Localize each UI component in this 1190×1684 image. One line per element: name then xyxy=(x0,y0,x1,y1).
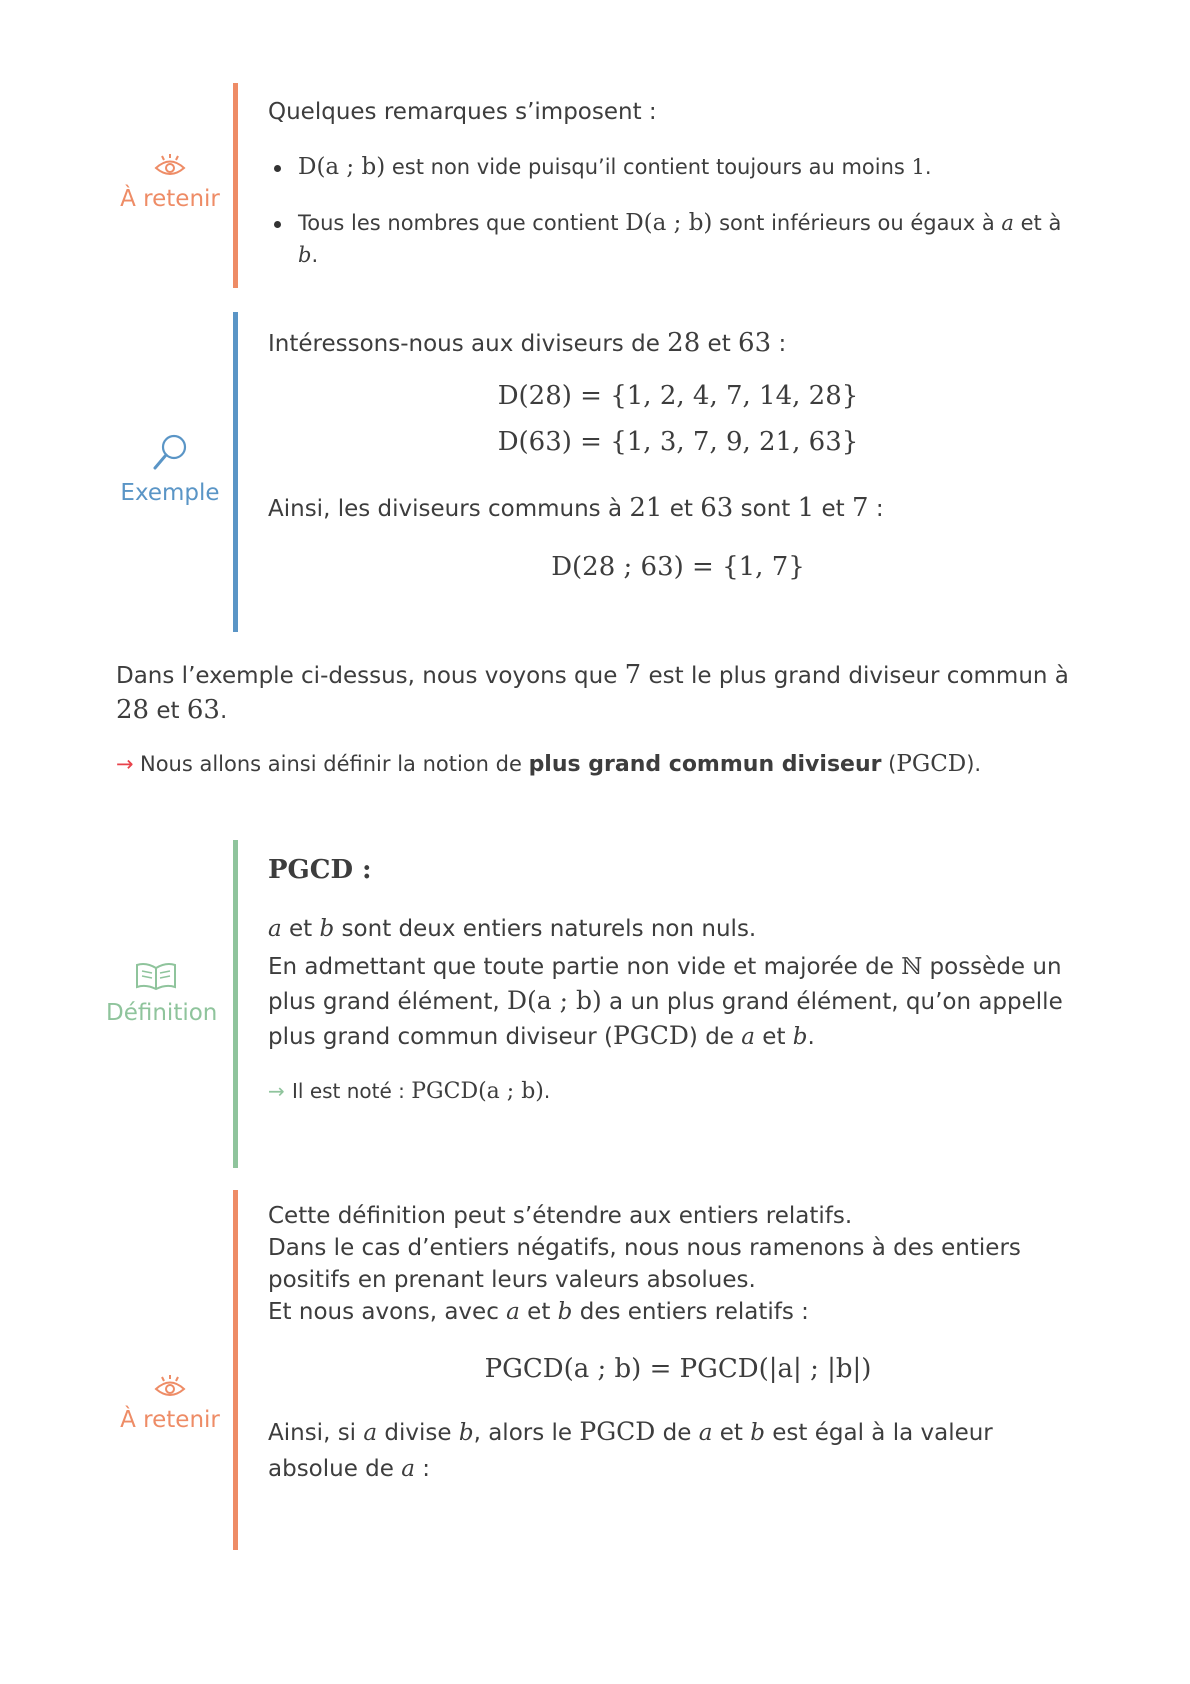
text: Nous allons ainsi définir la notion de xyxy=(140,752,529,776)
text: . xyxy=(219,698,228,724)
math-b: b xyxy=(792,1024,808,1050)
text: Ainsi, les diviseurs communs à xyxy=(268,496,630,522)
exemple-intro xyxy=(268,326,1088,361)
bullet-text: sont inférieurs ou égaux à xyxy=(712,211,1002,235)
text: En admettant que toute partie non vide et majorée de xyxy=(268,954,902,980)
math-b: b xyxy=(458,1420,474,1446)
math-num: 21 xyxy=(629,493,663,523)
text: et xyxy=(712,1420,751,1446)
math-a: a xyxy=(401,1456,415,1482)
text: Et nous avons, avec xyxy=(268,1299,507,1325)
math-a: a xyxy=(1001,211,1014,235)
math-a: a xyxy=(698,1420,713,1446)
math-one: 1 xyxy=(911,155,925,179)
text: possède un plus grand élément, xyxy=(268,954,1062,1015)
bullet-text: Tous les nombres que contient xyxy=(298,211,626,235)
text: ). xyxy=(966,752,982,776)
definition-line1 xyxy=(268,912,1088,946)
text: , alors le xyxy=(473,1420,580,1446)
retenir-bar-1 xyxy=(233,83,238,288)
definition-content xyxy=(268,850,1088,1109)
text: Intéressons-nous aux diviseurs de xyxy=(268,331,668,357)
equation-pgcd-abs: PGCD(a ; b) = PGCD(|a| ; |b|) xyxy=(484,1354,872,1384)
exemple-content xyxy=(268,326,1088,590)
definition-body xyxy=(268,950,1088,1054)
math-a: a xyxy=(268,916,282,942)
math-dab: D(a ; b) xyxy=(625,210,713,236)
text: : xyxy=(414,1456,431,1482)
definition-text: Définition xyxy=(106,1000,218,1026)
math-63: 63 xyxy=(738,328,772,358)
text: ( xyxy=(881,752,897,776)
retenir2-line4 xyxy=(268,1414,1088,1487)
eye-icon xyxy=(153,1373,187,1399)
math-b: b xyxy=(557,1299,573,1325)
retenir2-line3 xyxy=(268,1296,1088,1328)
text: : xyxy=(771,331,787,357)
text: et xyxy=(519,1299,558,1325)
math-pgcd: PGCD xyxy=(612,1021,689,1050)
text: divise xyxy=(377,1420,459,1446)
text: . xyxy=(807,1024,815,1050)
retenir2-line2: Dans le cas d’entiers négatifs, nous nous ramenons à des entiers positifs en prenant leurs valeurs absolues. xyxy=(268,1235,1021,1293)
text: Dans l’exemple ci-dessus, nous voyons que xyxy=(116,663,625,689)
math-num: 28 xyxy=(116,695,150,725)
text: . xyxy=(543,1079,551,1103)
punct: . xyxy=(311,243,319,267)
math-naturals: ℕ xyxy=(901,954,923,980)
text: et xyxy=(814,496,852,522)
exemple-conclusion xyxy=(268,491,1088,526)
arrow-note xyxy=(116,748,1091,781)
math-num: 1 xyxy=(797,493,815,523)
retenir-text-1: À retenir xyxy=(120,186,220,212)
retenir-content-1 xyxy=(268,95,1088,295)
list-item xyxy=(268,207,1088,271)
math-pgcd: PGCD xyxy=(579,1417,656,1446)
text: des entiers relatifs : xyxy=(572,1299,809,1325)
bullet-text: et à xyxy=(1013,211,1062,235)
text: Ainsi, si xyxy=(268,1420,364,1446)
retenir-label-1 xyxy=(110,152,230,212)
math-pgcd: PGCD xyxy=(896,751,967,777)
magnifier-icon xyxy=(150,432,190,472)
eye-icon xyxy=(153,152,187,178)
text: est le plus grand diviseur commun à xyxy=(641,663,1069,689)
text: sont xyxy=(733,496,798,522)
math-b: b xyxy=(750,1420,765,1446)
bullet-text: est non vide puisqu’il contient toujours au moins xyxy=(385,155,912,179)
math-num: 7 xyxy=(851,493,869,523)
text: Il est noté : xyxy=(292,1079,412,1103)
math-a: a xyxy=(741,1024,755,1050)
math-28: 28 xyxy=(667,328,701,358)
retenir-label-2 xyxy=(110,1373,230,1433)
math-b: b xyxy=(319,916,335,942)
arrow-right-icon: → xyxy=(268,1079,285,1103)
math-num: 7 xyxy=(624,660,642,690)
math-dab: D(a ; b) xyxy=(298,154,386,180)
remarks-intro: Quelques remarques s’imposent : xyxy=(268,99,657,125)
text: : xyxy=(868,496,884,522)
bold-term: plus grand commun diviseur xyxy=(528,752,882,777)
retenir2-line1: Cette définition peut s’étendre aux entiers relatifs. xyxy=(268,1203,853,1229)
arrow-right-icon: → xyxy=(116,752,134,776)
text: et xyxy=(700,331,739,357)
math-b: b xyxy=(298,243,312,267)
math-a: a xyxy=(506,1299,520,1325)
exemple-label xyxy=(110,432,230,506)
text: de xyxy=(655,1420,699,1446)
punct: . xyxy=(924,155,932,179)
text: ) de xyxy=(688,1024,742,1050)
definition-note xyxy=(268,1074,1088,1109)
definition-label xyxy=(106,960,246,1026)
exemple-text: Exemple xyxy=(120,480,220,506)
text: et xyxy=(281,916,320,942)
middle-paragraph xyxy=(116,658,1091,728)
math-a: a xyxy=(363,1420,378,1446)
text: a un plus grand élément, qu’on appelle plus grand commun diviseur ( xyxy=(268,989,1063,1050)
math-dab: D(a ; b) xyxy=(506,986,602,1015)
retenir-text-2: À retenir xyxy=(120,1407,220,1433)
text: et xyxy=(754,1024,793,1050)
retenir-bar-2 xyxy=(233,1190,238,1550)
book-icon xyxy=(134,960,178,992)
math-num: 63 xyxy=(700,493,734,523)
equation-d28: D(28) = {1, 2, 4, 7, 14, 28} xyxy=(497,381,859,411)
exemple-bar xyxy=(233,312,238,632)
math-num: 63 xyxy=(186,695,220,725)
text: est égal à la valeur absolue de xyxy=(268,1420,993,1482)
text: et xyxy=(662,496,701,522)
remarks-list xyxy=(268,151,1088,271)
equation-d63: D(63) = {1, 3, 7, 9, 21, 63} xyxy=(497,427,859,457)
text: et xyxy=(149,698,187,724)
equation-d28-63: D(28 ; 63) = {1, 7} xyxy=(551,552,805,582)
math-pgcd-ab: PGCD(a ; b) xyxy=(411,1079,544,1104)
text: sont deux entiers naturels non nuls. xyxy=(334,916,757,942)
retenir-content-2 xyxy=(268,1200,1088,1487)
definition-title: PGCD : xyxy=(268,855,372,885)
list-item xyxy=(268,151,1088,183)
